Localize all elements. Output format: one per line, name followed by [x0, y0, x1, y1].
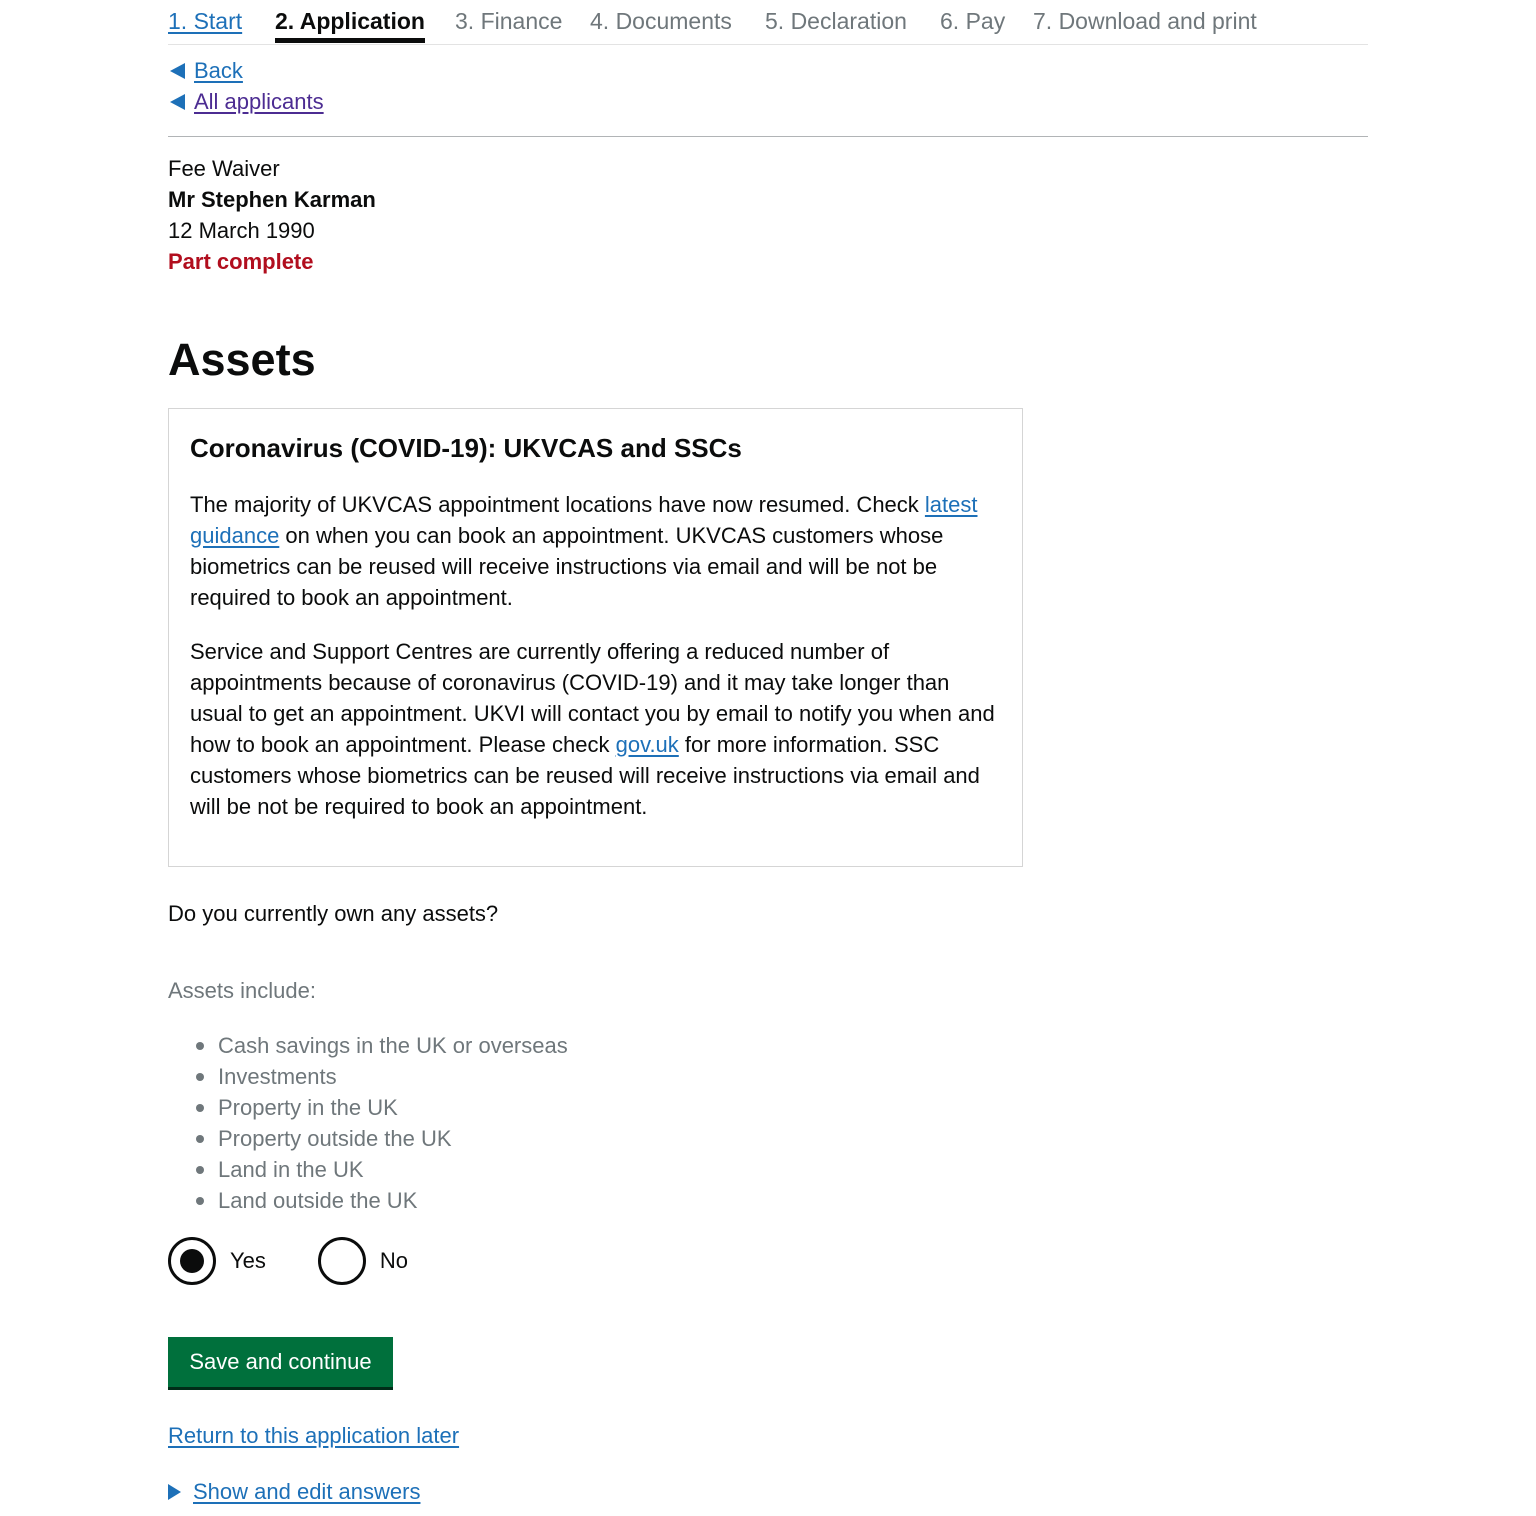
covid-notice-panel — [168, 408, 1023, 867]
save-and-continue-button[interactable]: Save and continue — [168, 1337, 393, 1387]
back-link[interactable] — [168, 55, 324, 86]
list-item: Cash savings in the UK or overseas — [168, 1030, 568, 1061]
hint-intro: Assets include: — [168, 978, 316, 1003]
radio-yes-label[interactable]: Yes — [230, 1248, 266, 1273]
radio-no-control[interactable] — [318, 1237, 366, 1285]
page-container — [168, 0, 1368, 1504]
notice-p2-text-after: for more information. SSC customers whose biometrics can be reused will receive instructions via email and will be not be required to book an appointment. — [190, 732, 980, 819]
step-download-and-print: 7. Download and print — [1033, 8, 1257, 34]
page-title: Assets — [168, 334, 316, 385]
assets-radio-group — [168, 1237, 460, 1285]
list-item: Property in the UK — [168, 1092, 568, 1123]
step-application: 2. Application — [275, 8, 425, 34]
show-and-edit-answers-label[interactable]: Show and edit answers — [193, 1479, 421, 1504]
gov-uk-link[interactable]: gov.uk — [615, 732, 679, 757]
back-link-label[interactable]: Back — [194, 57, 243, 83]
list-item: Investments — [168, 1061, 568, 1092]
list-item: Land in the UK — [168, 1154, 568, 1185]
radio-yes-control[interactable] — [168, 1237, 216, 1285]
step-finance: 3. Finance — [455, 8, 563, 34]
radio-no[interactable] — [318, 1237, 408, 1285]
notice-paragraph-1 — [190, 489, 1001, 613]
show-and-edit-answers-toggle[interactable] — [168, 1476, 420, 1507]
section-divider — [168, 136, 1368, 137]
step-declaration: 5. Declaration — [765, 8, 907, 34]
list-item: Property outside the UK — [168, 1123, 568, 1154]
back-links — [168, 55, 324, 117]
step-start[interactable]: 1. Start — [168, 8, 243, 34]
question-text: Do you currently own any assets? — [168, 901, 499, 926]
all-applicants-link-label[interactable]: All applicants — [194, 88, 324, 114]
applicant-name: Mr Stephen Karman — [168, 187, 376, 212]
progress-steps — [168, 0, 1368, 45]
all-applicants-link[interactable] — [168, 86, 324, 117]
radio-yes[interactable] — [168, 1237, 266, 1285]
notice-p2-text-before: Service and Support Centres are currently offering a reduced number of appointments because of coronavirus (COVID-19) and it may take longer than usual to get an appointment. UKVI will contact you by email to notify you when and how to book an appointment. Please check — [190, 639, 995, 757]
notice-p1-text-before: The majority of UKVCAS appointment locations have now resumed. Check — [190, 492, 925, 517]
applicant-summary — [168, 153, 376, 277]
notice-paragraph-2 — [190, 636, 1001, 822]
notice-p1-text-after: on when you can book an appointment. UKVCAS customers whose biometrics can be reused will receive instructions via email and will be not be required to book an appointment. — [190, 523, 944, 610]
triangle-right-icon — [168, 1484, 181, 1500]
step-documents: 4. Documents — [590, 8, 732, 34]
notice-title: Coronavirus (COVID-19): UKVCAS and SSCs — [190, 433, 742, 463]
application-type: Fee Waiver — [168, 156, 280, 181]
triangle-left-icon — [170, 94, 185, 110]
step-pay: 6. Pay — [940, 8, 1006, 34]
return-later-link[interactable]: Return to this application later — [168, 1423, 460, 1448]
applicant-dob: 12 March 1990 — [168, 218, 315, 243]
triangle-left-icon — [170, 63, 185, 79]
radio-no-label[interactable]: No — [379, 1248, 409, 1273]
status-badge: Part complete — [168, 249, 314, 274]
latest-guidance-link[interactable]: latest guidance — [190, 492, 978, 548]
list-item: Land outside the UK — [168, 1185, 568, 1216]
hint-list — [168, 1030, 568, 1216]
